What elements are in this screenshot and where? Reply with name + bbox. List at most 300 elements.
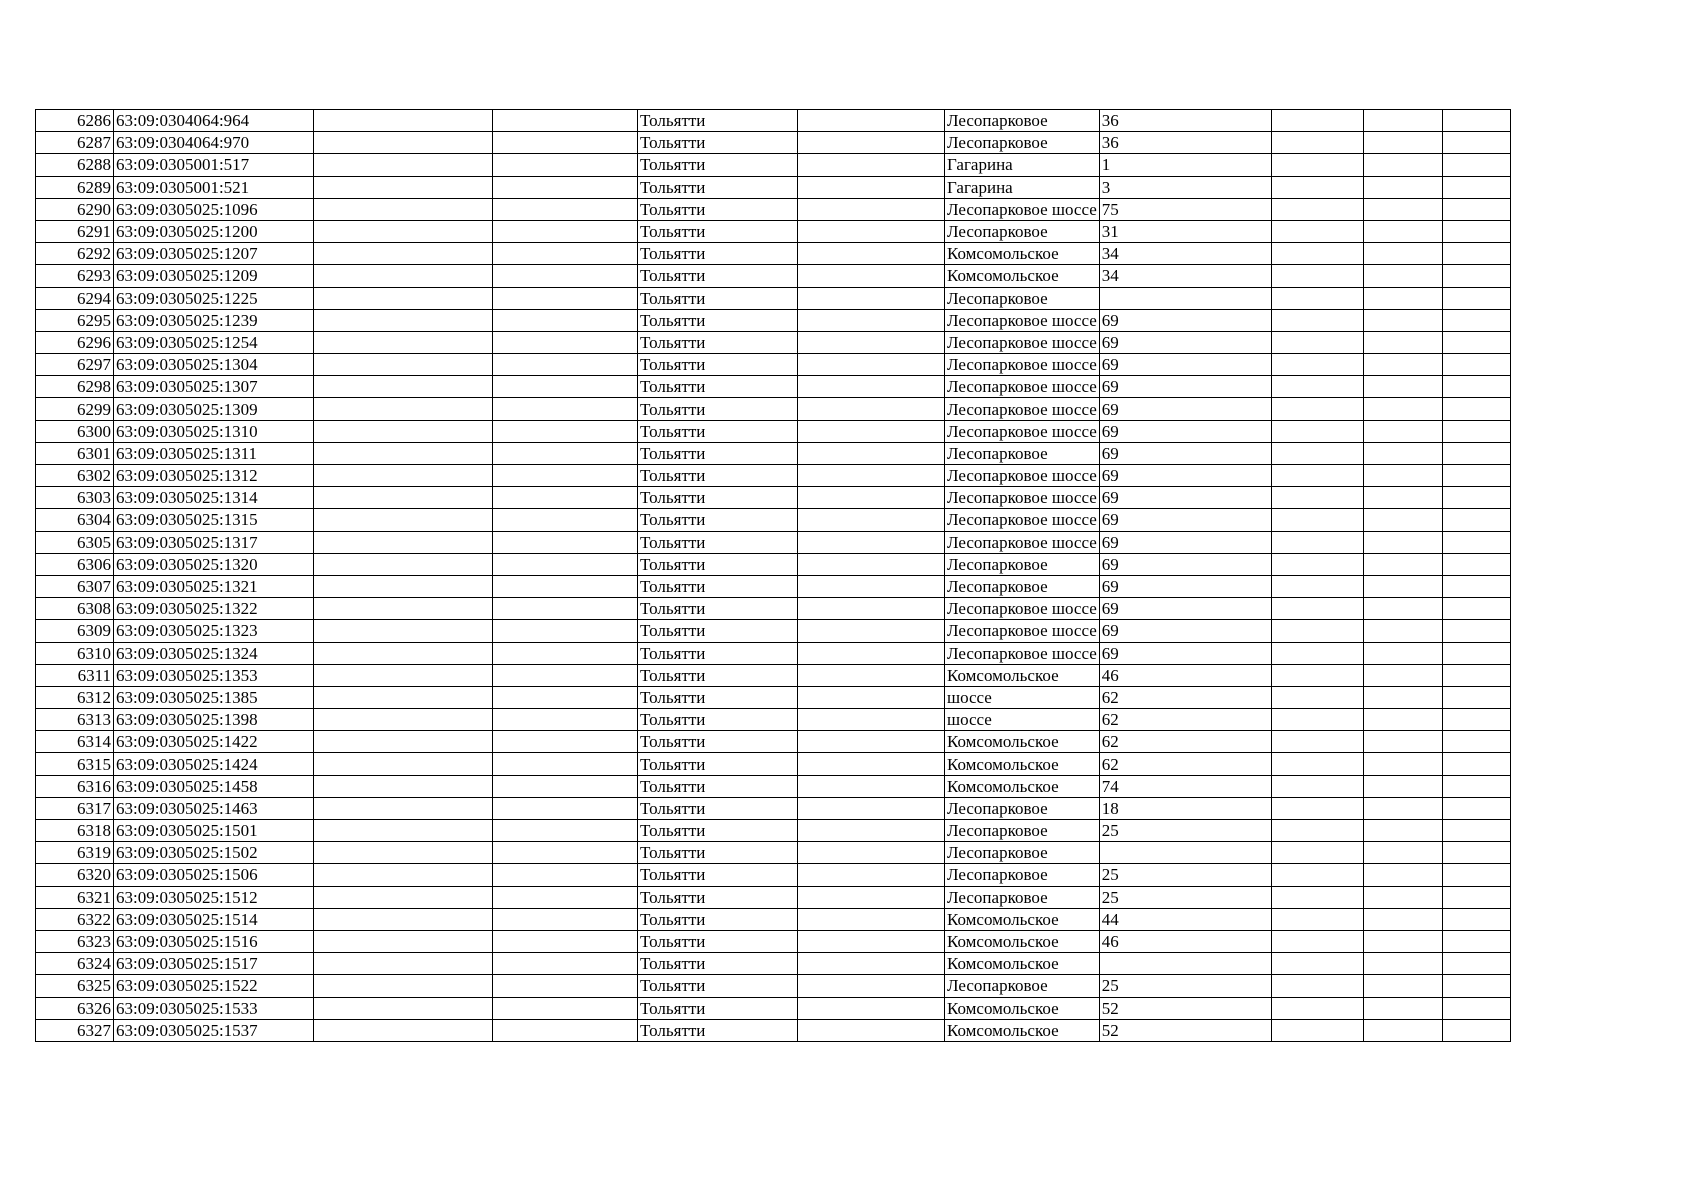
cell-empty [798, 686, 945, 708]
cell-empty [798, 509, 945, 531]
cell-empty [314, 110, 493, 132]
table-row [36, 309, 1590, 331]
cell-empty [1271, 575, 1363, 597]
cell-empty [798, 287, 945, 309]
cell-street: Лесопарковое [945, 442, 1100, 464]
cell-empty [1363, 265, 1442, 287]
cell-empty [314, 797, 493, 819]
cell-empty [493, 686, 638, 708]
cell-empty [1442, 220, 1510, 242]
cell-row-number: 6316 [36, 775, 114, 797]
cell-empty [798, 753, 945, 775]
cell-cadastral-number: 63:09:0304064:964 [114, 110, 314, 132]
cell-empty [1363, 376, 1442, 398]
cell-empty [1363, 864, 1442, 886]
cell-cadastral-number: 63:09:0305025:1311 [114, 442, 314, 464]
cell-city: Тольятти [638, 154, 798, 176]
table-row [36, 797, 1590, 819]
cell-row-number: 6302 [36, 465, 114, 487]
cell-cadastral-number: 63:09:0305025:1522 [114, 975, 314, 997]
cell-empty [314, 886, 493, 908]
table-row [36, 842, 1590, 864]
cell-city: Тольятти [638, 110, 798, 132]
cell-empty [1442, 509, 1510, 531]
cell-cadastral-number: 63:09:0305025:1514 [114, 908, 314, 930]
cell-empty [1271, 908, 1363, 930]
cell-empty [1271, 642, 1363, 664]
cell-house: 31 [1099, 220, 1271, 242]
table-row [36, 908, 1590, 930]
cell-row-number: 6312 [36, 686, 114, 708]
cell-row-number: 6313 [36, 709, 114, 731]
cell-empty [493, 398, 638, 420]
cell-empty [493, 331, 638, 353]
cell-house: 34 [1099, 265, 1271, 287]
cell-empty [314, 265, 493, 287]
cell-empty [798, 620, 945, 642]
cell-row-number: 6289 [36, 176, 114, 198]
cell-street: Лесопарковое [945, 575, 1100, 597]
cell-house: 69 [1099, 553, 1271, 575]
cell-empty [1363, 775, 1442, 797]
table-row [36, 220, 1590, 242]
cell-row-number: 6325 [36, 975, 114, 997]
cell-street: Лесопарковое [945, 110, 1100, 132]
cell-cadastral-number: 63:09:0305025:1424 [114, 753, 314, 775]
cell-empty [1271, 664, 1363, 686]
cell-empty [493, 731, 638, 753]
cell-empty [1442, 465, 1510, 487]
cell-empty [314, 243, 493, 265]
cell-house: 62 [1099, 709, 1271, 731]
cell-empty [1442, 531, 1510, 553]
cell-empty [1271, 775, 1363, 797]
cell-empty [1442, 975, 1510, 997]
cell-empty [1271, 220, 1363, 242]
table-row [36, 509, 1590, 531]
cell-empty [1363, 953, 1442, 975]
cell-street: Лесопарковое [945, 132, 1100, 154]
cell-empty [314, 598, 493, 620]
cell-house: 69 [1099, 398, 1271, 420]
table-row [36, 487, 1590, 509]
cell-empty [493, 198, 638, 220]
cell-street: Лесопарковое шоссе [945, 376, 1100, 398]
table-row [36, 331, 1590, 353]
cell-empty [1442, 886, 1510, 908]
cell-house: 34 [1099, 243, 1271, 265]
table-row [36, 176, 1590, 198]
cell-street: Лесопарковое шоссе [945, 598, 1100, 620]
cell-empty [1363, 886, 1442, 908]
cell-empty [493, 176, 638, 198]
cell-empty [1442, 598, 1510, 620]
cell-empty [798, 842, 945, 864]
cell-cadastral-number: 63:09:0305025:1315 [114, 509, 314, 531]
cell-empty [493, 575, 638, 597]
cell-cadastral-number: 63:09:0305025:1516 [114, 930, 314, 952]
cell-empty [1442, 709, 1510, 731]
cell-house: 74 [1099, 775, 1271, 797]
cell-empty [1442, 842, 1510, 864]
cell-empty [314, 620, 493, 642]
cell-empty [493, 287, 638, 309]
cell-house [1099, 842, 1271, 864]
cell-empty [493, 420, 638, 442]
cell-cadastral-number: 63:09:0305025:1324 [114, 642, 314, 664]
cell-cadastral-number: 63:09:0305025:1458 [114, 775, 314, 797]
cell-empty [1442, 110, 1510, 132]
cell-empty [493, 465, 638, 487]
cell-empty [493, 354, 638, 376]
cell-cadastral-number: 63:09:0305025:1533 [114, 997, 314, 1019]
cell-house: 69 [1099, 354, 1271, 376]
cell-street: Лесопарковое шоссе [945, 509, 1100, 531]
table-row [36, 598, 1590, 620]
cell-cadastral-number: 63:09:0305025:1398 [114, 709, 314, 731]
cell-empty [798, 442, 945, 464]
cell-empty [798, 154, 945, 176]
cell-house: 52 [1099, 1019, 1271, 1041]
cell-cadastral-number: 63:09:0305025:1209 [114, 265, 314, 287]
cell-empty [314, 220, 493, 242]
cell-street: Комсомольское [945, 953, 1100, 975]
cell-empty [314, 287, 493, 309]
cell-cadastral-number: 63:09:0305025:1322 [114, 598, 314, 620]
cell-row-number: 6301 [36, 442, 114, 464]
cell-row-number: 6315 [36, 753, 114, 775]
cell-empty [1271, 354, 1363, 376]
cell-street: Лесопарковое [945, 553, 1100, 575]
cell-empty [1271, 820, 1363, 842]
cell-city: Тольятти [638, 997, 798, 1019]
cell-empty [1363, 620, 1442, 642]
cell-empty [493, 442, 638, 464]
cell-row-number: 6304 [36, 509, 114, 531]
cell-empty [1271, 864, 1363, 886]
cell-empty [798, 642, 945, 664]
cell-house: 69 [1099, 465, 1271, 487]
cell-house [1099, 287, 1271, 309]
cell-empty [1442, 731, 1510, 753]
cell-city: Тольятти [638, 775, 798, 797]
cell-row-number: 6293 [36, 265, 114, 287]
cell-city: Тольятти [638, 598, 798, 620]
cell-empty [314, 953, 493, 975]
cell-empty [314, 531, 493, 553]
cell-empty [493, 953, 638, 975]
cell-empty [493, 842, 638, 864]
cell-empty [1271, 686, 1363, 708]
cell-house: 62 [1099, 686, 1271, 708]
cell-city: Тольятти [638, 842, 798, 864]
cell-empty [1363, 287, 1442, 309]
cell-house: 69 [1099, 309, 1271, 331]
cell-row-number: 6287 [36, 132, 114, 154]
cell-cadastral-number: 63:09:0305025:1314 [114, 487, 314, 509]
cell-row-number: 6321 [36, 886, 114, 908]
cell-street: Комсомольское [945, 775, 1100, 797]
table-row [36, 820, 1590, 842]
cell-empty [798, 930, 945, 952]
cell-city: Тольятти [638, 198, 798, 220]
cell-empty [1271, 154, 1363, 176]
cell-cadastral-number: 63:09:0305025:1506 [114, 864, 314, 886]
cell-empty [493, 975, 638, 997]
cell-empty [1442, 642, 1510, 664]
cell-cadastral-number: 63:09:0305025:1239 [114, 309, 314, 331]
cell-empty [1442, 243, 1510, 265]
cell-empty [798, 198, 945, 220]
cell-empty [314, 465, 493, 487]
cell-empty [1363, 176, 1442, 198]
cell-empty [1442, 420, 1510, 442]
cell-empty [1363, 642, 1442, 664]
cell-empty [798, 220, 945, 242]
cell-empty [493, 154, 638, 176]
cell-street: Лесопарковое [945, 975, 1100, 997]
cell-empty [1363, 420, 1442, 442]
cell-empty [1363, 487, 1442, 509]
cell-empty [798, 975, 945, 997]
cell-house: 69 [1099, 509, 1271, 531]
cell-empty [1271, 797, 1363, 819]
cell-street: Гагарина [945, 176, 1100, 198]
cell-street: Комсомольское [945, 997, 1100, 1019]
cell-empty [493, 620, 638, 642]
cell-city: Тольятти [638, 176, 798, 198]
cell-row-number: 6298 [36, 376, 114, 398]
cell-empty [798, 664, 945, 686]
cell-empty [798, 908, 945, 930]
cell-cadastral-number: 63:09:0304064:970 [114, 132, 314, 154]
cell-empty [1363, 975, 1442, 997]
cell-empty [798, 110, 945, 132]
cell-empty [1271, 620, 1363, 642]
table-row [36, 775, 1590, 797]
table-row [36, 731, 1590, 753]
cell-empty [798, 176, 945, 198]
cell-street: Гагарина [945, 154, 1100, 176]
cell-empty [493, 775, 638, 797]
cell-house: 36 [1099, 110, 1271, 132]
cell-street: Комсомольское [945, 908, 1100, 930]
cell-street: Лесопарковое [945, 797, 1100, 819]
cell-house: 69 [1099, 575, 1271, 597]
cell-empty [493, 864, 638, 886]
cell-empty [1442, 442, 1510, 464]
cell-empty [1442, 753, 1510, 775]
cell-empty [1271, 442, 1363, 464]
cell-city: Тольятти [638, 398, 798, 420]
cell-city: Тольятти [638, 331, 798, 353]
cell-empty [1271, 331, 1363, 353]
cell-empty [1363, 132, 1442, 154]
table-row [36, 664, 1590, 686]
cell-empty [1442, 487, 1510, 509]
cell-empty [1442, 132, 1510, 154]
cell-empty [314, 709, 493, 731]
cell-empty [1271, 553, 1363, 575]
cell-empty [798, 953, 945, 975]
cell-empty [493, 376, 638, 398]
cell-empty [1271, 731, 1363, 753]
cell-empty [1363, 709, 1442, 731]
cell-empty [1363, 509, 1442, 531]
cell-cadastral-number: 63:09:0305025:1207 [114, 243, 314, 265]
table-row [36, 997, 1590, 1019]
cell-house: 25 [1099, 864, 1271, 886]
cell-city: Тольятти [638, 243, 798, 265]
cell-row-number: 6288 [36, 154, 114, 176]
cell-empty [314, 930, 493, 952]
cell-row-number: 6326 [36, 997, 114, 1019]
cell-empty [798, 598, 945, 620]
cell-empty [798, 398, 945, 420]
table-row [36, 975, 1590, 997]
cell-empty [1271, 1019, 1363, 1041]
cell-empty [1363, 220, 1442, 242]
cell-row-number: 6324 [36, 953, 114, 975]
cell-city: Тольятти [638, 531, 798, 553]
cell-empty [798, 997, 945, 1019]
cell-cadastral-number: 63:09:0305025:1321 [114, 575, 314, 597]
cell-empty [314, 398, 493, 420]
cell-empty [1363, 598, 1442, 620]
table-row [36, 753, 1590, 775]
cell-row-number: 6300 [36, 420, 114, 442]
table-row [36, 287, 1590, 309]
cell-empty [1442, 198, 1510, 220]
cell-house: 69 [1099, 376, 1271, 398]
cell-city: Тольятти [638, 709, 798, 731]
cell-city: Тольятти [638, 975, 798, 997]
cell-cadastral-number: 63:09:0305025:1200 [114, 220, 314, 242]
cell-empty [1442, 154, 1510, 176]
cell-row-number: 6308 [36, 598, 114, 620]
cell-empty [1271, 753, 1363, 775]
cell-street: Лесопарковое шоссе [945, 331, 1100, 353]
cell-city: Тольятти [638, 420, 798, 442]
cell-house: 69 [1099, 331, 1271, 353]
cell-empty [493, 709, 638, 731]
cell-empty [314, 997, 493, 1019]
cell-empty [314, 731, 493, 753]
cell-cadastral-number: 63:09:0305025:1307 [114, 376, 314, 398]
cell-cadastral-number: 63:09:0305025:1320 [114, 553, 314, 575]
cell-empty [1363, 731, 1442, 753]
cell-row-number: 6291 [36, 220, 114, 242]
cell-empty [1271, 886, 1363, 908]
cell-empty [1271, 975, 1363, 997]
cell-cadastral-number: 63:09:0305025:1422 [114, 731, 314, 753]
cell-empty [314, 176, 493, 198]
cell-street: Лесопарковое [945, 842, 1100, 864]
cell-empty [314, 509, 493, 531]
cell-empty [1271, 265, 1363, 287]
cell-house: 75 [1099, 198, 1271, 220]
cell-empty [1363, 908, 1442, 930]
table-row [36, 198, 1590, 220]
cell-empty [1363, 331, 1442, 353]
cell-empty [314, 1019, 493, 1041]
cell-city: Тольятти [638, 908, 798, 930]
cell-street: Лесопарковое [945, 220, 1100, 242]
cell-city: Тольятти [638, 354, 798, 376]
cell-house: 62 [1099, 753, 1271, 775]
cell-empty [493, 886, 638, 908]
table-row [36, 575, 1590, 597]
cell-row-number: 6296 [36, 331, 114, 353]
table-row [36, 864, 1590, 886]
cell-empty [314, 864, 493, 886]
cell-cadastral-number: 63:09:0305025:1353 [114, 664, 314, 686]
cell-empty [798, 376, 945, 398]
cell-house: 25 [1099, 820, 1271, 842]
cell-row-number: 6303 [36, 487, 114, 509]
cell-street: Комсомольское [945, 1019, 1100, 1041]
cell-city: Тольятти [638, 797, 798, 819]
cell-street: Лесопарковое шоссе [945, 398, 1100, 420]
cell-empty [314, 442, 493, 464]
cell-empty [314, 775, 493, 797]
cell-row-number: 6323 [36, 930, 114, 952]
cell-empty [1442, 620, 1510, 642]
cell-cadastral-number: 63:09:0305025:1537 [114, 1019, 314, 1041]
cell-row-number: 6290 [36, 198, 114, 220]
cell-cadastral-number: 63:09:0305025:1502 [114, 842, 314, 864]
table-row [36, 465, 1590, 487]
cell-empty [1442, 309, 1510, 331]
cell-city: Тольятти [638, 442, 798, 464]
cell-empty [1363, 997, 1442, 1019]
cell-city: Тольятти [638, 309, 798, 331]
cell-empty [1271, 598, 1363, 620]
cell-city: Тольятти [638, 953, 798, 975]
cell-empty [1271, 953, 1363, 975]
cell-empty [1271, 509, 1363, 531]
cell-empty [1442, 354, 1510, 376]
cell-empty [798, 265, 945, 287]
cell-empty [314, 553, 493, 575]
table-row [36, 553, 1590, 575]
cell-empty [1442, 265, 1510, 287]
cell-empty [493, 265, 638, 287]
table-row [36, 620, 1590, 642]
cell-empty [493, 908, 638, 930]
table-row [36, 265, 1590, 287]
cell-row-number: 6305 [36, 531, 114, 553]
cell-row-number: 6294 [36, 287, 114, 309]
cell-empty [493, 664, 638, 686]
cell-empty [1271, 709, 1363, 731]
cell-house: 69 [1099, 531, 1271, 553]
cell-empty [1442, 575, 1510, 597]
cell-row-number: 6314 [36, 731, 114, 753]
cell-house: 69 [1099, 420, 1271, 442]
cell-empty [314, 132, 493, 154]
table-row [36, 1019, 1590, 1041]
cell-empty [1271, 376, 1363, 398]
cell-city: Тольятти [638, 465, 798, 487]
cell-empty [1363, 442, 1442, 464]
cell-row-number: 6295 [36, 309, 114, 331]
cell-empty [1442, 820, 1510, 842]
table-row [36, 132, 1590, 154]
cell-empty [1271, 132, 1363, 154]
cell-empty [1442, 664, 1510, 686]
cell-row-number: 6310 [36, 642, 114, 664]
